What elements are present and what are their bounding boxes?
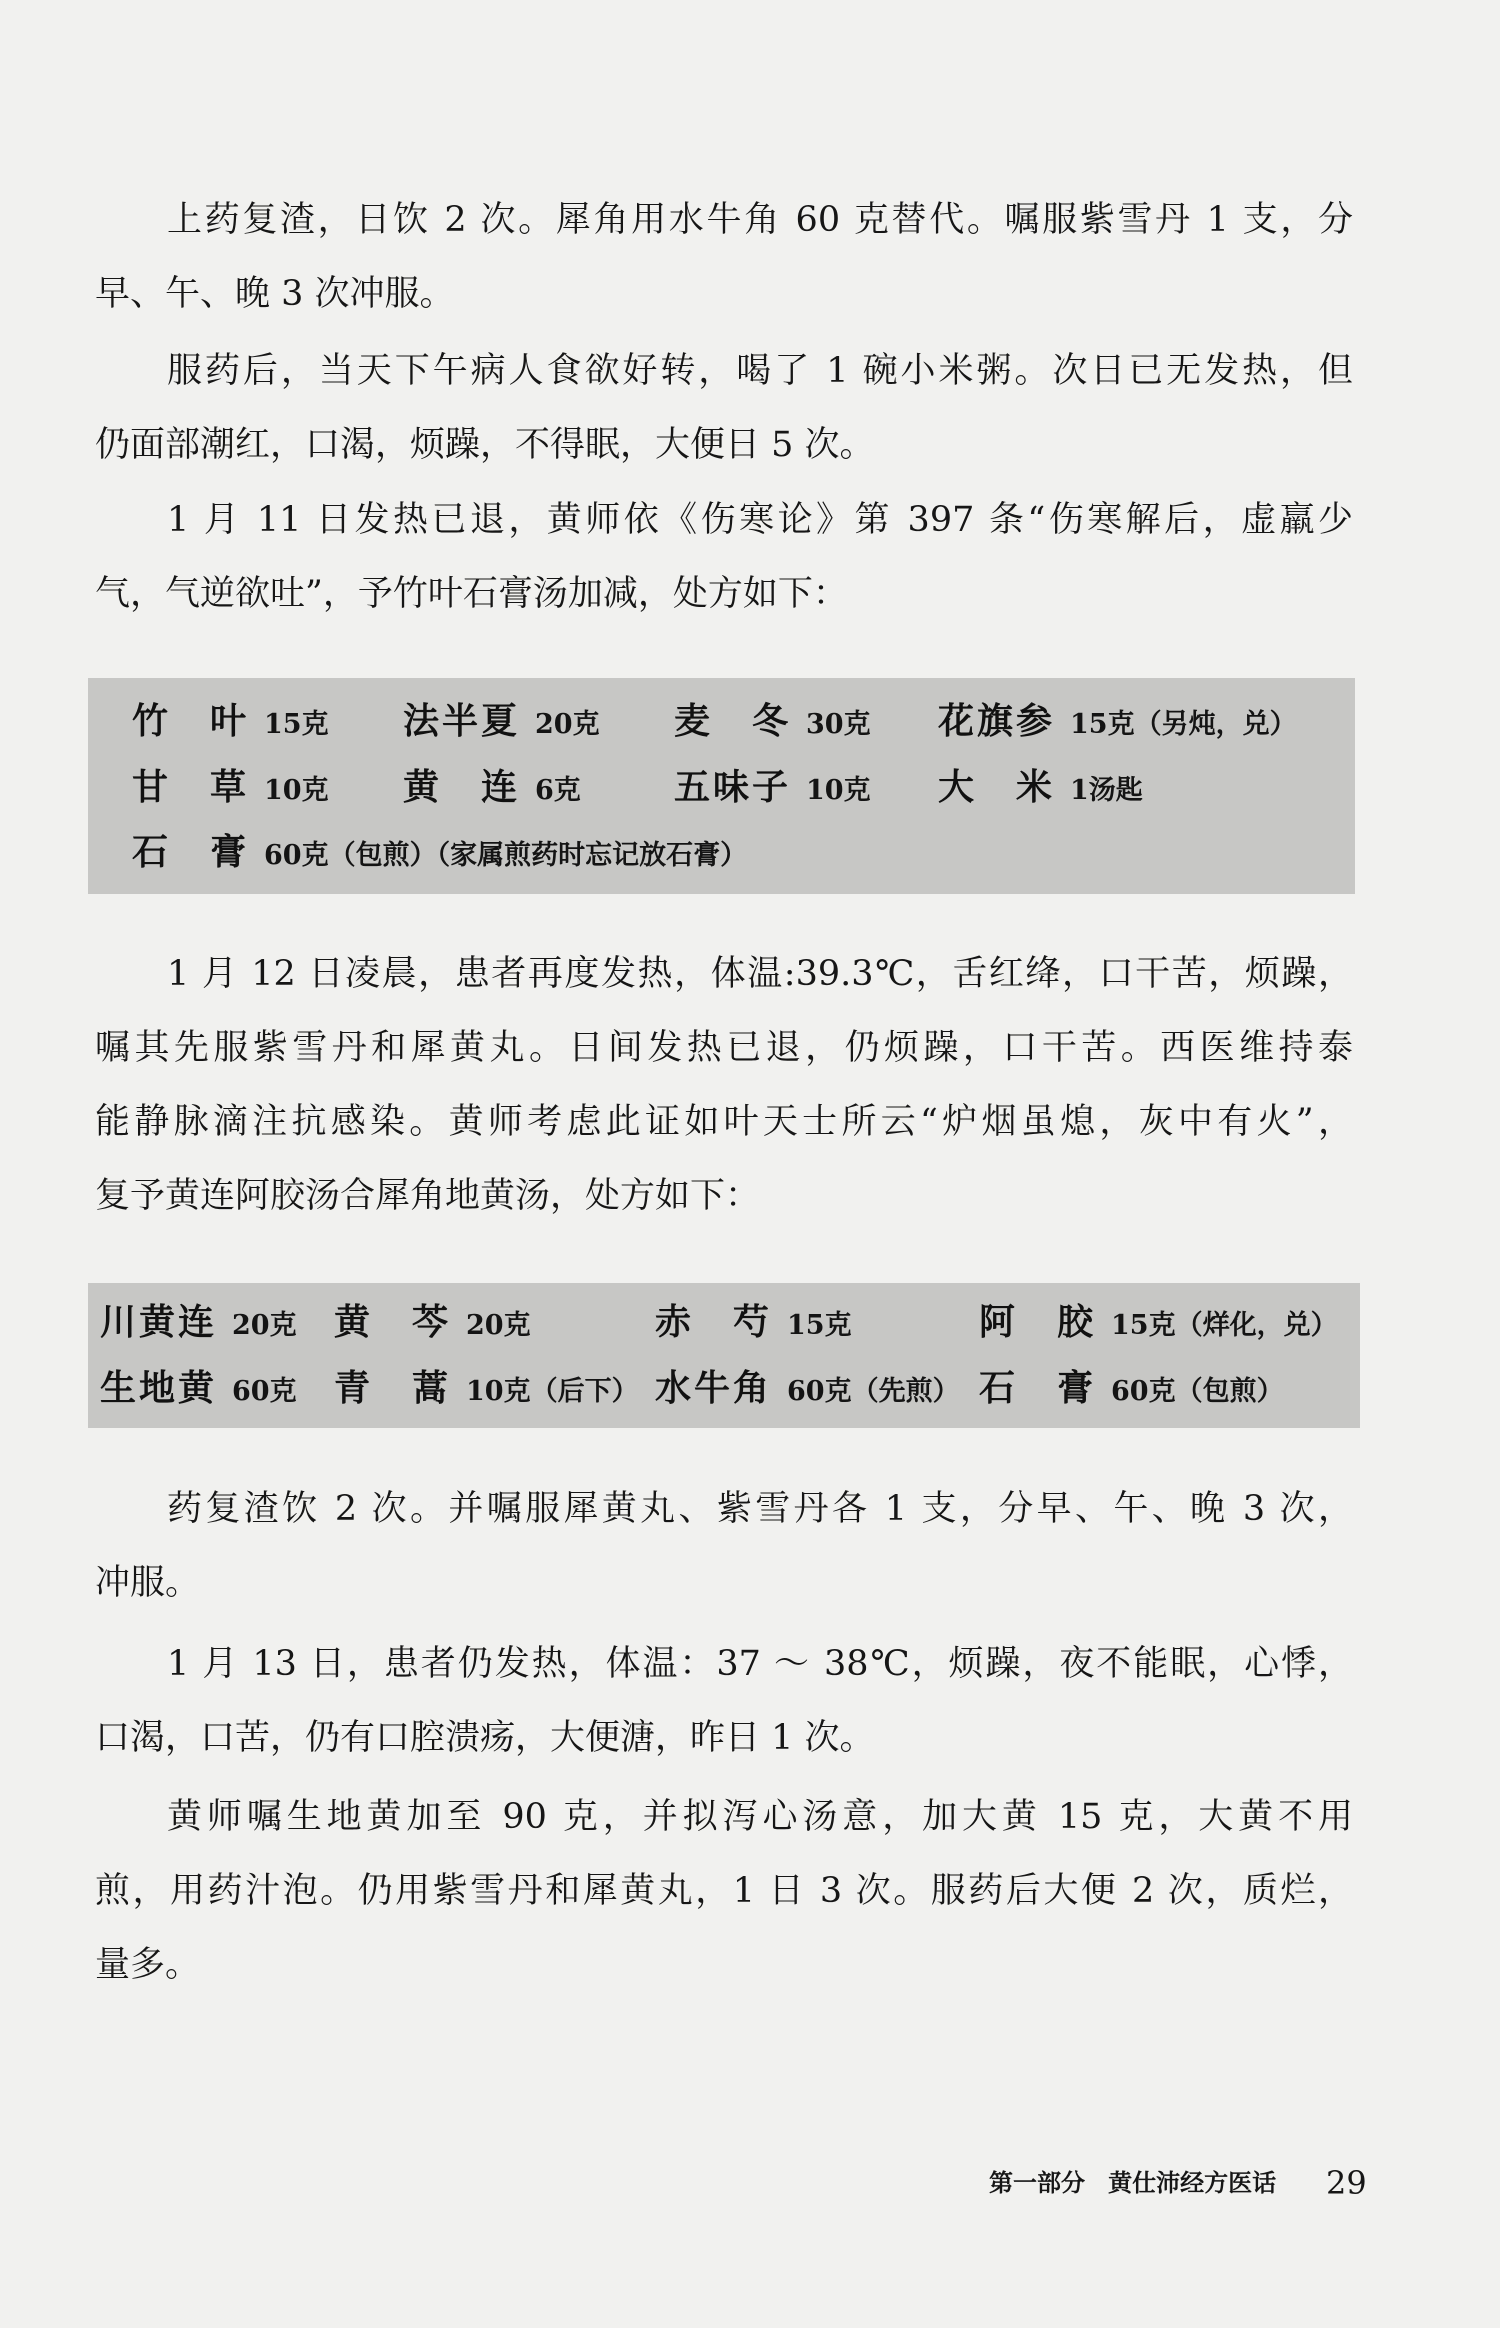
herb-dose: 60克: [232, 1376, 297, 1407]
prescription-box: [88, 1283, 1360, 1428]
text-line: 仍面部潮红，口渴，烦躁，不得眠，大便日 5 次。: [95, 425, 875, 465]
paragraph: [95, 1627, 1353, 1775]
text-line: 药复渣饮 2 次。并嘱服犀黄丸、紫雪丹各 1 支，分早、午、晚 3 次，: [167, 1489, 1353, 1529]
herb-name: 大 米: [938, 767, 1052, 808]
prescription-item: [938, 692, 1297, 752]
herb-dose: 60克（包煎）: [1111, 1376, 1284, 1407]
prescription-item: [979, 1293, 1338, 1353]
text-line: 量多。: [95, 1945, 201, 1985]
prescription-row: [88, 758, 1355, 818]
herb-dose: 60克（包煎）（家属煎药时忘记放石膏）: [264, 840, 748, 871]
prescription-item: [655, 1293, 852, 1353]
prescription-row: [88, 1359, 1360, 1419]
prescription-item: [655, 1359, 960, 1419]
paragraph: [95, 1780, 1353, 2002]
herb-name: 石 膏: [132, 832, 246, 873]
herb-name: 麦 冬: [674, 701, 788, 742]
paragraph: [95, 1472, 1353, 1620]
herb-dose: 10克（后下）: [466, 1376, 639, 1407]
footer-title: 黄仕沛经方医话: [1108, 2169, 1277, 2197]
text-line: 冲服。: [95, 1563, 201, 1603]
prescription-row: [88, 692, 1355, 752]
text-line: 嘱其先服紫雪丹和犀黄丸。日间发热已退，仍烦躁，口干苦。西医维持泰: [95, 1028, 1353, 1068]
herb-dose: 15克: [264, 709, 329, 740]
prescription-item: [334, 1359, 639, 1419]
text-line: 口渴，口苦，仍有口腔溃疡，大便溏，昨日 1 次。: [95, 1718, 875, 1758]
paragraph: [95, 483, 1353, 631]
prescription-box: [88, 678, 1355, 894]
herb-name: 花旗参: [938, 701, 1052, 742]
herb-name: 石 膏: [979, 1368, 1093, 1409]
herb-name: 赤 芍: [655, 1302, 769, 1343]
text-line: 早、午、晚 3 次冲服。: [95, 274, 455, 314]
text-line: 能静脉滴注抗感染。黄师考虑此证如叶天士所云“炉烟虽熄，灰中有火”，: [95, 1102, 1353, 1142]
herb-dose: 15克（另炖，兑）: [1070, 709, 1297, 740]
herb-name: 生地黄: [100, 1368, 214, 1409]
prescription-item: [979, 1359, 1284, 1419]
paragraph: [95, 183, 1353, 331]
herb-name: 水牛角: [655, 1368, 769, 1409]
herb-name: 法半夏: [403, 701, 517, 742]
prescription-item: [334, 1293, 531, 1353]
herb-dose: 30克: [806, 709, 871, 740]
prescription-item: [674, 758, 871, 818]
prescription-item: [132, 758, 329, 818]
herb-dose: 20克: [232, 1310, 297, 1341]
text-line: 1 月 13 日，患者仍发热，体温：37 ～ 38℃，烦躁，夜不能眠，心悸，: [167, 1644, 1353, 1684]
herb-dose: 20克: [535, 709, 600, 740]
running-footer: [989, 2163, 1276, 2203]
prescription-item: [403, 692, 600, 752]
paragraph: [95, 937, 1353, 1233]
text-line: 1 月 11 日发热已退，黄师依《伤寒论》第 397 条“伤寒解后，虚羸少: [167, 500, 1353, 540]
footer-section: 第一部分: [989, 2169, 1085, 2197]
prescription-item: [132, 823, 747, 883]
herb-name: 甘 草: [132, 767, 246, 808]
prescription-row: [88, 1293, 1360, 1353]
herb-name: 川黄连: [100, 1302, 214, 1343]
herb-dose: 6克: [535, 775, 581, 806]
herb-name: 竹 叶: [132, 701, 246, 742]
text-line: 服药后，当天下午病人食欲好转，喝了 1 碗小米粥。次日已无发热，但: [167, 351, 1353, 391]
prescription-item: [938, 758, 1143, 818]
herb-dose: 10克: [806, 775, 871, 806]
herb-dose: 60克（先煎）: [787, 1376, 960, 1407]
herb-name: 黄 连: [403, 767, 517, 808]
text-line: 1 月 12 日凌晨，患者再度发热，体温:39.3℃，舌红绛，口干苦，烦躁，: [167, 954, 1353, 994]
text-line: 上药复渣，日饮 2 次。犀角用水牛角 60 克替代。嘱服紫雪丹 1 支，分: [167, 200, 1353, 240]
text-line: 煎，用药汁泡。仍用紫雪丹和犀黄丸，1 日 3 次。服药后大便 2 次，质烂，: [95, 1871, 1353, 1911]
prescription-item: [674, 692, 871, 752]
herb-dose: 20克: [466, 1310, 531, 1341]
page-number: 29: [1326, 2164, 1367, 2202]
herb-name: 青 蒿: [334, 1368, 448, 1409]
herb-dose: 15克（烊化，兑）: [1111, 1310, 1338, 1341]
paragraph: [95, 334, 1353, 482]
prescription-item: [132, 692, 329, 752]
prescription-item: [100, 1359, 297, 1419]
herb-dose: 1汤匙: [1070, 775, 1143, 806]
prescription-item: [100, 1293, 297, 1353]
herb-name: 阿 胶: [979, 1302, 1093, 1343]
prescription-row: [88, 823, 1355, 883]
herb-dose: 15克: [787, 1310, 852, 1341]
herb-dose: 10克: [264, 775, 329, 806]
prescription-item: [403, 758, 581, 818]
text-line: 气，气逆欲吐”，予竹叶石膏汤加减，处方如下：: [95, 574, 848, 614]
text-line: 黄师嘱生地黄加至 90 克，并拟泻心汤意，加大黄 15 克，大黄不用: [167, 1797, 1353, 1837]
text-line: 复予黄连阿胶汤合犀角地黄汤，处方如下：: [95, 1176, 761, 1216]
herb-name: 黄 芩: [334, 1302, 448, 1343]
herb-name: 五味子: [674, 767, 788, 808]
